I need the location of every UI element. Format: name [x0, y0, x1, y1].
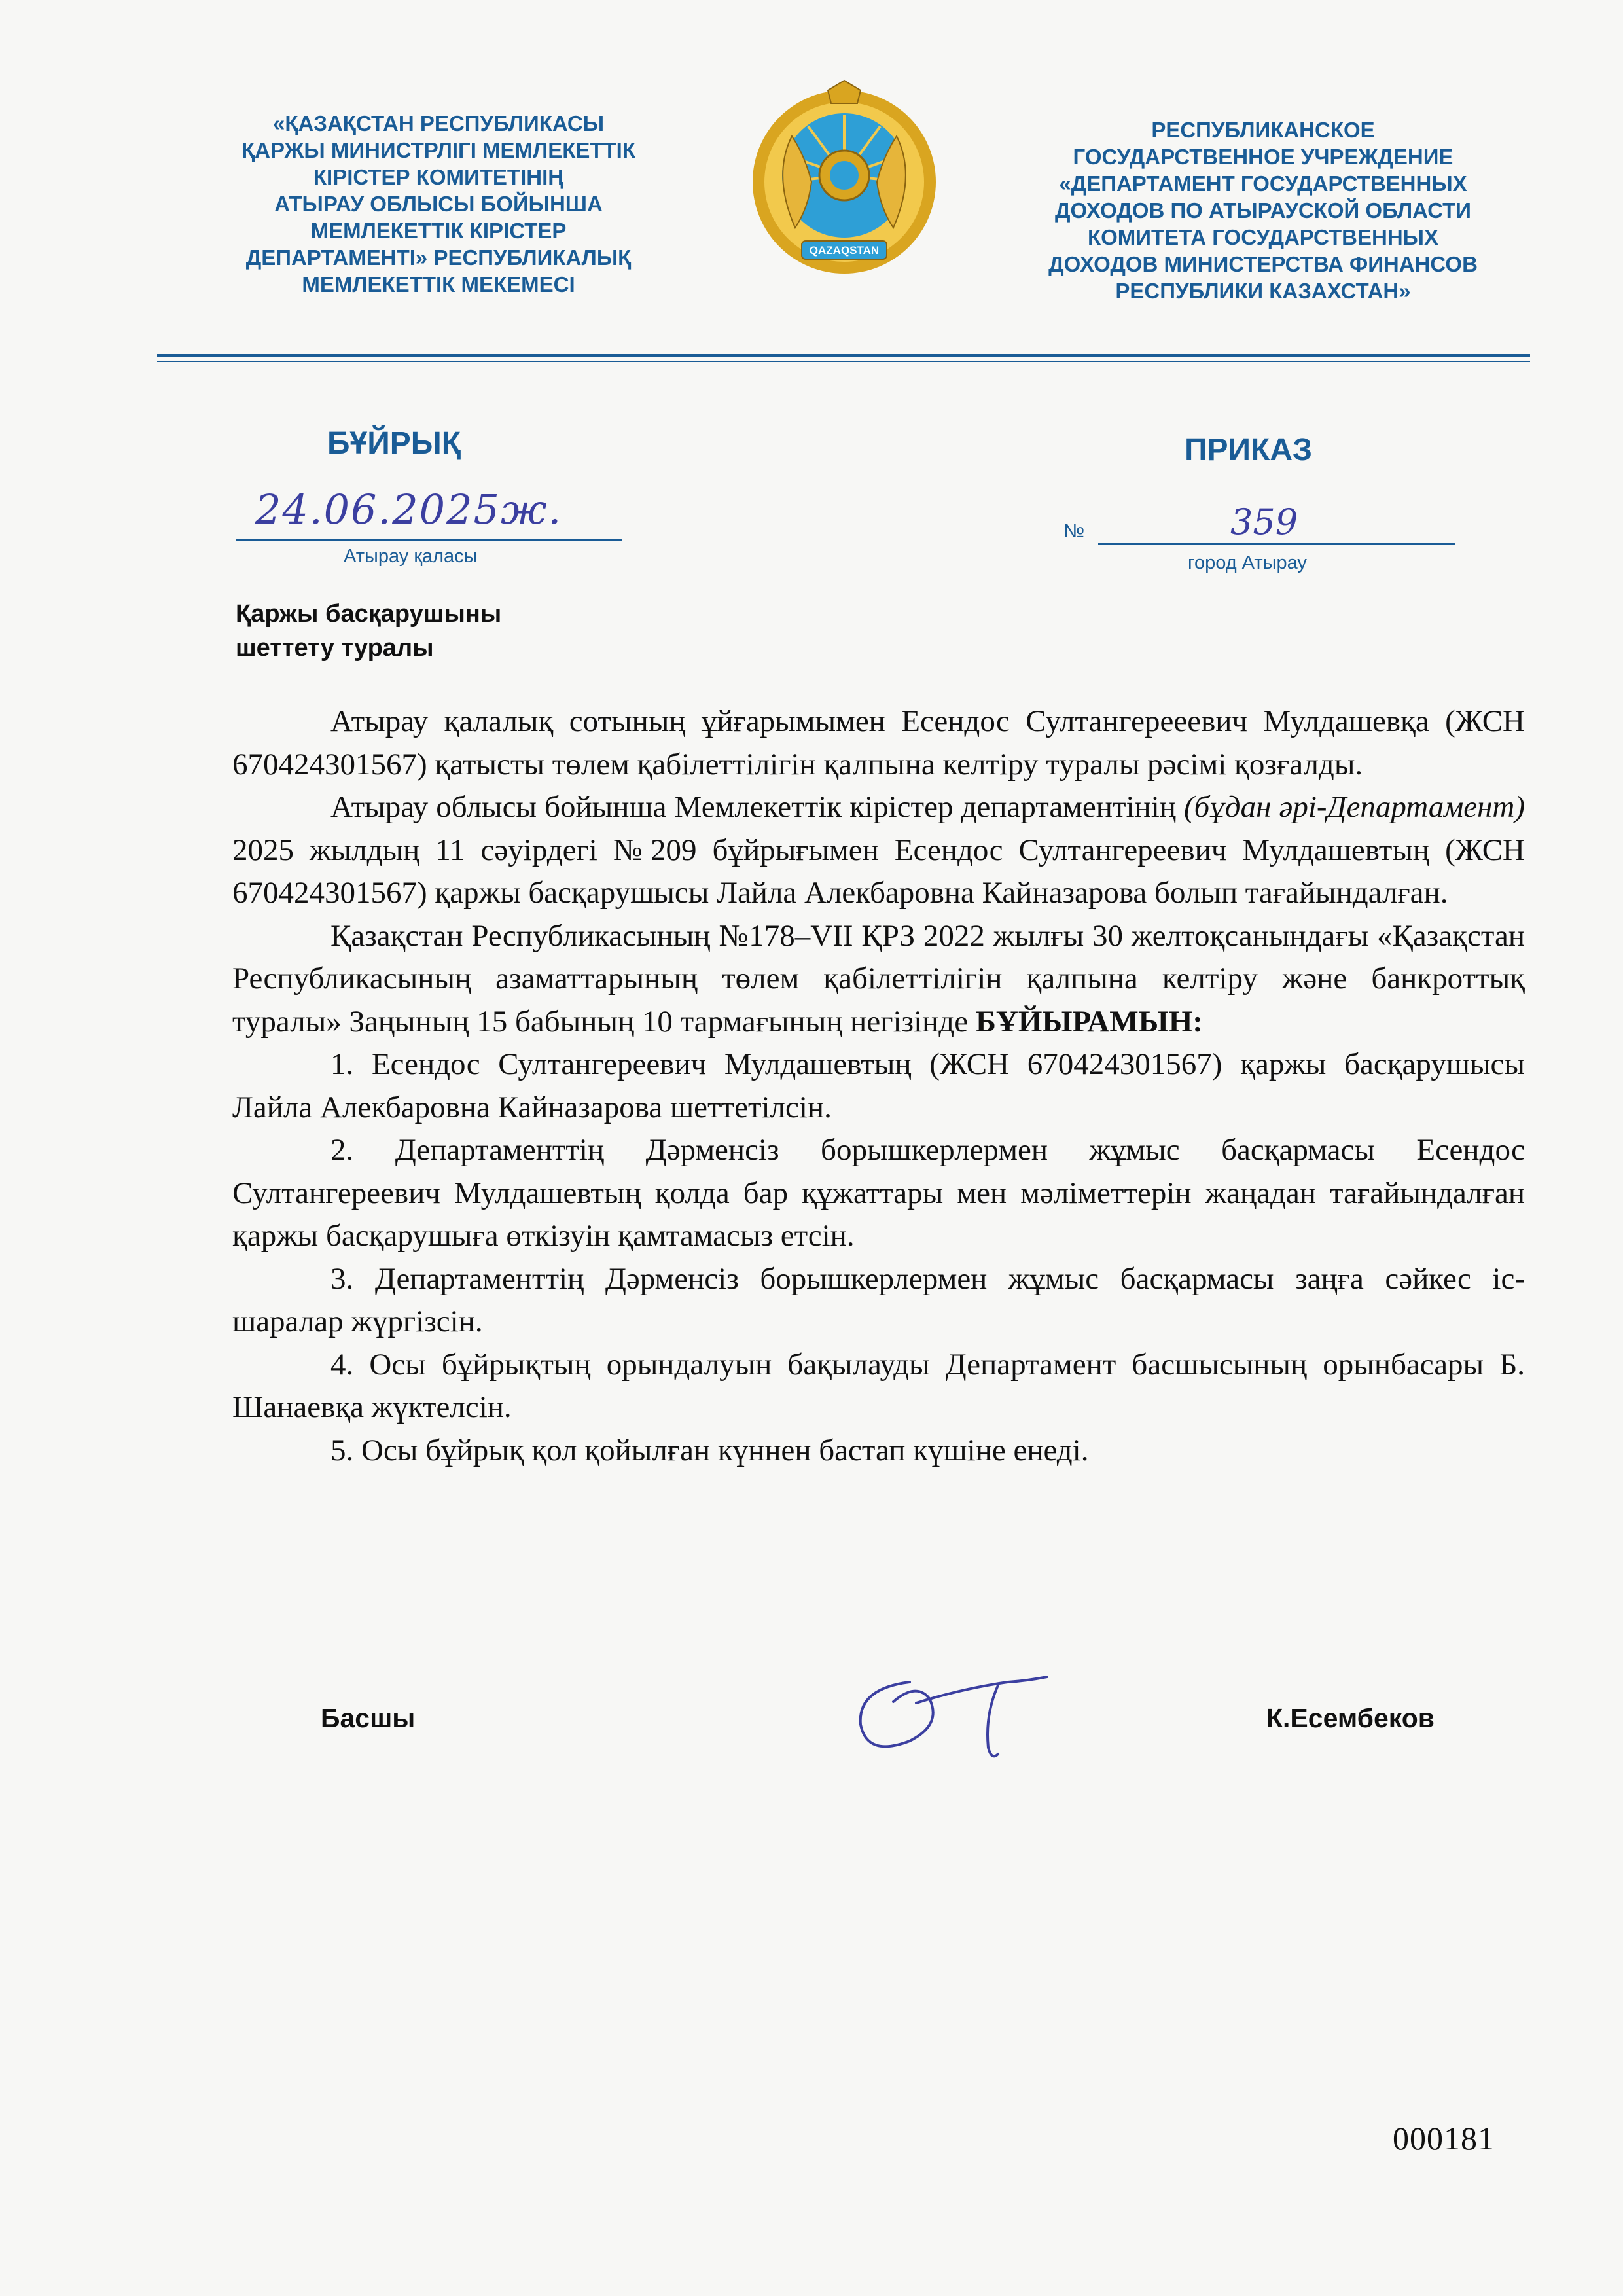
subject-line: шеттету туралы [236, 634, 434, 662]
date-underline [236, 539, 622, 541]
header-right-line: «ДЕПАРТАМЕНТ ГОСУДАРСТВЕННЫХ [1059, 171, 1467, 196]
order-item: 1. Есендос Султангереевич Мулдашевтың (ЖСН 670424301567) қаржы басқарушысы Лайла Алекбаровна Кайназарова шеттетілсін. [232, 1047, 1525, 1124]
order-title-ru: ПРИКАЗ [1185, 433, 1313, 467]
header-divider-thin [157, 361, 1530, 362]
body-text-span: Қазақстан Республикасының №178–VII ҚРЗ 2022 жылғы 30 желтоқсанындағы «Қазақстан Республикасының азаматтарының төлем қабілеттілігін қалпына келтіру және банкроттық туралы» Заңының 15 бабының 10 тармағының негізінде [232, 918, 1525, 1039]
header-right-line: КОМИТЕТА ГОСУДАРСТВЕННЫХ [1088, 225, 1438, 249]
header-right-line: РЕСПУБЛИКАНСКОЕ [1151, 118, 1375, 142]
header-left-line: МЕМЛЕКЕТТІК КІРІСТЕР [310, 219, 567, 243]
body-bold-span: БҰЙЫРАМЫН: [975, 1004, 1203, 1039]
body-paragraph [232, 786, 1525, 915]
document-number: 000181 [1393, 2120, 1495, 2157]
order-subject [236, 597, 694, 665]
order-item: 3. Департаменттің Дәрменсіз борышкерлермен жұмыс басқармасы заңға сәйкес іс-шаралар жүргізсін. [232, 1261, 1525, 1338]
number-underline [1098, 543, 1455, 545]
handwritten-signature-icon [831, 1662, 1106, 1767]
order-date-handwritten: 24.06.2025ж. [255, 486, 563, 533]
city-kz: Атырау қаласы [344, 546, 478, 567]
order-body [232, 700, 1525, 1472]
header-right-line: ДОХОДОВ МИНИСТЕРСТВА ФИНАНСОВ [1048, 252, 1478, 276]
header-right-ru [995, 117, 1531, 304]
header-left-line: КІРІСТЕР КОМИТЕТІНІҢ [313, 165, 564, 189]
header-right-line: ГОСУДАРСТВЕННОЕ УЧРЕЖДЕНИЕ [1073, 145, 1454, 169]
body-paragraph: Атырау қалалық сотының ұйғарымымен Есендос Султангерееевич Мулдашевқа (ЖСН 670424301567) қатысты төлем қабілеттілігін қалпына келтіру туралы рәсімі қозғалды. [232, 704, 1525, 781]
header-left-line: ДЕПАРТАМЕНТІ» РЕСПУБЛИКАЛЫҚ [245, 245, 632, 270]
subject-line: Қаржы басқарушыны [236, 600, 502, 628]
header-left-line: «ҚАЗАҚСТАН РЕСПУБЛИКАСЫ [272, 111, 605, 135]
number-sign: № [1063, 520, 1085, 542]
header-right-line: РЕСПУБЛИКИ КАЗАХСТАН» [1115, 279, 1411, 303]
order-item: 5. Осы бұйрық қол қойылған күннен бастап күшіне енеді. [330, 1433, 1089, 1467]
header-right-line: ДОХОДОВ ПО АТЫРАУСКОЙ ОБЛАСТИ [1054, 198, 1472, 223]
header-left-line: ҚАРЖЫ МИНИСТРЛІГІ МЕМЛЕКЕТТІК [241, 138, 635, 162]
order-item: 2. Департаменттің Дәрменсіз борышкерлермен жұмыс басқармасы Есендос Султангереевич Мулдашевтың қолда бар құжаттары мен мәліметтерін жаңадан тағайындалған қаржы басқарушыға өткізуін қамтамасыз етсін. [232, 1133, 1525, 1253]
header-left-kz [151, 110, 726, 298]
header-divider [157, 354, 1530, 357]
header-left-line: АТЫРАУ ОБЛЫСЫ БОЙЫНША [274, 192, 603, 216]
body-italic-span: (бұдан әрі-Департамент) [1184, 790, 1525, 824]
state-emblem-icon [746, 77, 942, 293]
signatory-name: К.Есембеков [1266, 1703, 1435, 1733]
body-paragraph [232, 915, 1525, 1044]
emblem-caption: QAZAQSTAN [809, 244, 880, 257]
order-title-kz: БҰЙРЫҚ [327, 426, 461, 461]
body-text-span: Атырау облысы бойынша Мемлекеттік кірістер департаментінің [330, 790, 1184, 824]
signatory-title: Басшы [321, 1703, 416, 1733]
body-text-span: 2025 жылдың 11 сәуірдегі №209 бұйрығымен Есендос Султангереевич Мулдашевтың (ЖСН 670424301567) қаржы басқарушысы Лайла Алекбаровна Кайназарова болып тағайындалған. [232, 833, 1525, 910]
order-item: 4. Осы бұйрықтың орындалуын бақылауды Департамент басшысының орынбасары Б. Шанаевқа жүктелсін. [232, 1347, 1525, 1424]
city-ru: город Атырау [1188, 552, 1307, 573]
header-left-line: МЕМЛЕКЕТТІК МЕКЕМЕСІ [302, 272, 575, 296]
order-number-handwritten: 359 [1230, 501, 1298, 543]
